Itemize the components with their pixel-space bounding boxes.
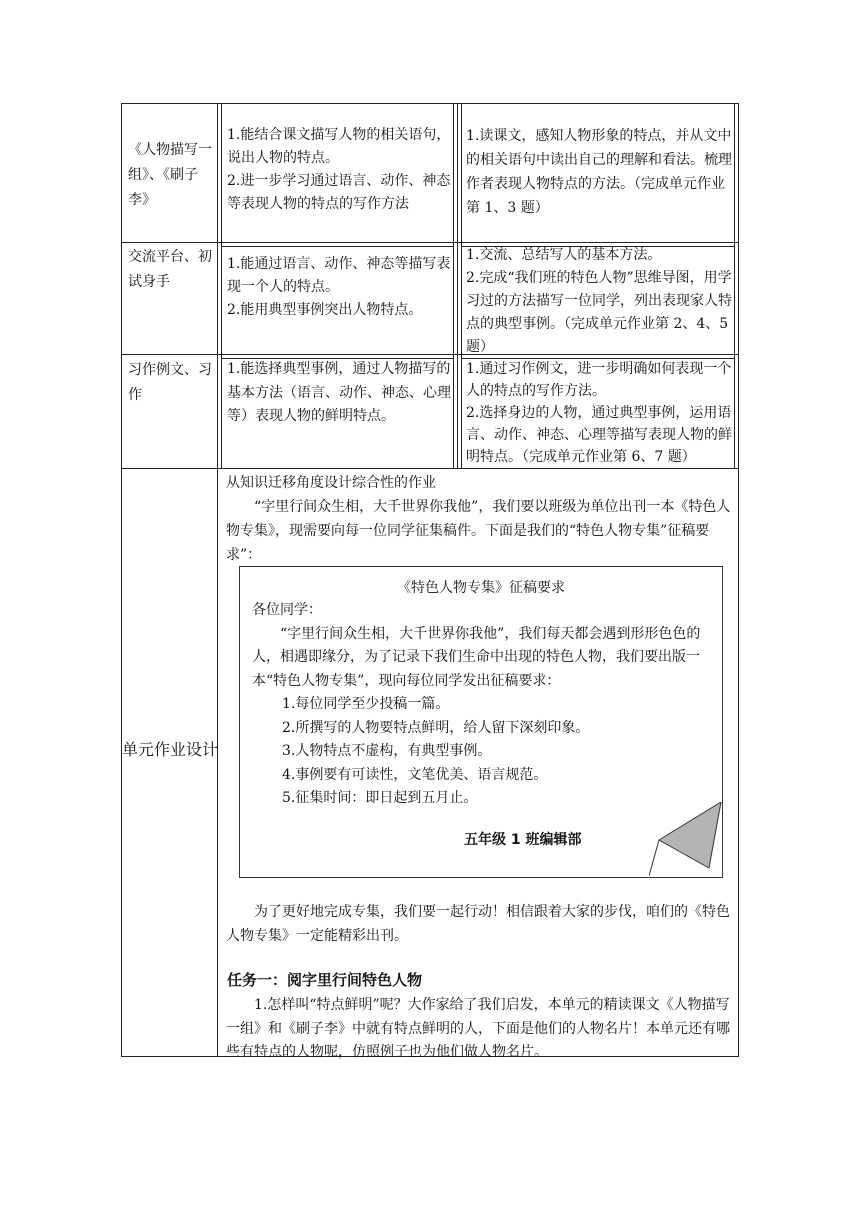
cell-inner-line xyxy=(221,246,454,247)
row-2-goals xyxy=(227,253,451,322)
task-item: 1.通过习作例文，进一步明确如何表现一个人的特点的写作方法。 xyxy=(466,361,732,399)
row-3-goals xyxy=(227,358,451,429)
task-item: 1.读课文，感知人物形象的特点，并从文中的相关语句中读出自己的理解和看法。梳理作者表现人物特点的方法。（完成单元作业第 1、3 题） xyxy=(466,128,732,216)
cell-inner-line xyxy=(734,103,735,468)
notice-item: 5.征集时间：即日起到五月止。 xyxy=(282,790,478,806)
design-heading: 从知识迁移角度设计综合性的作业 xyxy=(226,475,436,491)
task-item: 2.完成“我们班的特色人物”思维导图，用学习过的方法描写一位同学，列出表现家人特点的典型事例。（完成单元作业第 2、4、5 题） xyxy=(466,270,732,355)
goal-item: 2.能用典型事例突出人物特点。 xyxy=(227,302,423,318)
cell-inner-line xyxy=(453,103,454,468)
notice-title: 《特色人物专集》征稿要求 xyxy=(397,580,565,596)
column-divider-2 xyxy=(457,103,458,468)
goal-item: 1.能通过语言、动作、神态等描写表现一个人的特点。 xyxy=(227,256,451,295)
notice-item: 4.事例要有可读性，文笔优美、语言规范。 xyxy=(282,766,548,783)
closing-text: 为了更好地完成专集，我们要一起行动！相信跟着大家的步伐，咱们的《特色人物专集》一定能精彩出刊。 xyxy=(226,904,730,944)
design-intro xyxy=(226,471,734,567)
task-one-title: 任务一：阅字里行间特色人物 xyxy=(227,971,423,989)
table-border-top xyxy=(121,103,739,104)
table-border-right xyxy=(738,103,739,1057)
goal-item: 1.能结合课文描写人物的相关语句，说出人物的特点。 xyxy=(227,127,451,166)
cell-inner-line xyxy=(461,103,462,468)
design-intro-text: “字里行间众生相，大千世界你我他”，我们要以班级为单位出刊一本《特色人物专集》，现需要向每一位同学征集稿件。下面是我们的“特色人物专集”征稿要求”： xyxy=(226,499,731,563)
page-curl-icon xyxy=(649,802,724,878)
task-one-text: 1.怎样叫“特点鲜明”呢？大作家给了我们启发，本单元的精读课文《人物描写一组》和《刷子李》中就有特点鲜明的人，下面是他们的人物名片！本单元还有哪些有特点的人物呢，仿照例子也为他们做人物名片。 xyxy=(226,997,730,1060)
task-item: 2.选择身边的人物，通过典型事例，运用语言、动作、神态、心理等描写表现人物的鲜明特点。（完成单元作业第 6、7 题） xyxy=(466,405,732,465)
notice-item: 1.每位同学至少投稿一篇。 xyxy=(282,696,450,712)
notice-greeting: 各位同学： xyxy=(252,602,322,618)
goal-item: 1.能选择典型事例，通过人物描写的基本方法（语言、动作、神态、心理等）表现人物的鲜明特点。 xyxy=(227,361,451,424)
task-item: 1.交流、总结写人的基本方法。 xyxy=(466,247,662,263)
table-border-left xyxy=(121,103,122,1057)
row-3-label: 习作例文、习作 xyxy=(128,362,212,403)
row-1-label: 《人物描写一组》、《刷子李》 xyxy=(128,142,212,208)
goal-item: 2.进一步学习通过语言、动作、神态等表现人物的特点的写作方法 xyxy=(227,173,451,212)
row-2-tasks xyxy=(466,244,732,359)
column-divider-1 xyxy=(217,103,218,1057)
row-2-label: 交流平台、初试身手 xyxy=(128,249,212,290)
notice-signature: 五年级 1 班编辑部 xyxy=(464,832,582,848)
row-1-tasks xyxy=(466,124,732,220)
row-divider-3 xyxy=(121,468,739,469)
design-label: 单元作业设计 xyxy=(122,740,219,759)
cell-inner-line xyxy=(221,103,222,468)
row-1-goals xyxy=(227,124,451,216)
notice-item: 2.所撰写的人物要特点鲜明，给人留下深刻印象。 xyxy=(282,719,590,736)
notice-body xyxy=(252,599,712,811)
row-divider-1 xyxy=(121,242,739,243)
notice-item: 3.人物特点不虚构，有典型事例。 xyxy=(282,743,492,759)
design-closing xyxy=(226,900,734,948)
notice-text: “字里行间众生相，大千世界你我他”，我们每天都会遇到形形色色的人，相遇即缘分，为了记录下我们生命中出现的特色人物，我们要出版一本“特色人物专集”，现向每位同学发出征稿要求： xyxy=(252,625,701,689)
row-3-tasks xyxy=(466,358,732,468)
task-one-body xyxy=(226,994,734,1065)
